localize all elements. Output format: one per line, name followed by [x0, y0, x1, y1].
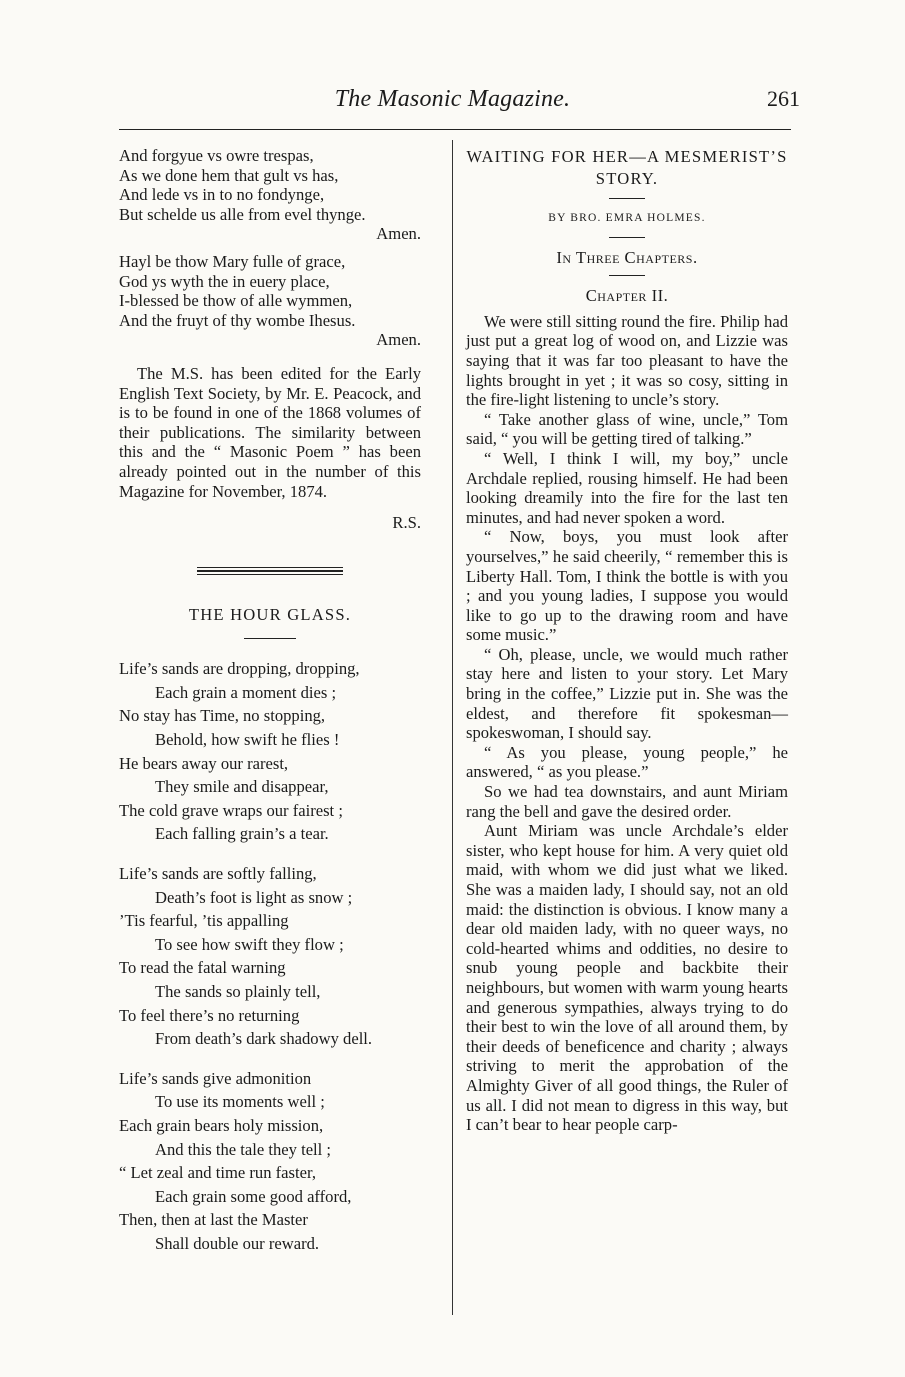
poem-line: To use its moments well ; — [155, 1092, 325, 1112]
poem-line: He bears away our rarest, — [119, 753, 289, 773]
poem-line: To see how swift they flow ; — [155, 934, 344, 954]
left-column — [119, 146, 421, 1256]
amen-line: Amen. — [376, 224, 421, 244]
verse-line: I-blessed be thow of alle wymmen, — [119, 291, 353, 311]
verse-line: And forgyue vs owre trespas, — [119, 146, 314, 165]
story-paragraph: We were still sitting round the fire. Philip had just put a great log of wood on, and Lizzie was saying that it was far too pleasant to have the lights brought in yet ; it was so cosy, sitting in the fire-light listening to uncle’s story. — [466, 311, 788, 410]
poem-title: THE HOUR GLASS. — [188, 604, 352, 624]
stanza — [119, 862, 421, 1051]
page-number: 261 — [767, 86, 800, 111]
verse-block-2 — [119, 252, 421, 350]
subtitle-rule — [609, 275, 645, 276]
poem-line: Life’s sands are dropping, dropping, — [119, 659, 360, 679]
poem-line: To feel there’s no returning — [119, 1005, 300, 1025]
poem-line: No stay has Time, no stopping, — [119, 706, 326, 726]
story-subtitle: In Three Chapters. — [556, 247, 698, 267]
verse-line: As we done hem that gult vs has, — [119, 165, 339, 185]
verse-line: And lede vs in to no fondynge, — [119, 185, 325, 205]
story-paragraph: “ Oh, please, uncle, we would much rather stay here and listen to your story. Let Mary bring in the coffee,” Lizzie put in. She was the eldest, and therefore fit spokesman—spokeswoman, I should say. — [466, 644, 788, 743]
column-divider — [452, 140, 453, 1315]
poem-line: ’Tis fearful, ’tis appalling — [119, 911, 289, 931]
ornamental-rule — [197, 567, 343, 575]
poem-line: Then, then at last the Master — [119, 1210, 308, 1230]
story-title: WAITING FOR HER—A MESMERIST’S STORY. — [466, 147, 788, 188]
chapter-heading: Chapter II. — [585, 286, 669, 306]
story-paragraph: Aunt Miriam was uncle Archdale’s elder sister, who kept house for him. A very quiet old maid, with whom we did just what we liked. She was a maiden lady, I should say, not an old maid: the distinction is obvious. I know many a dear old maiden lady, with no queer ways, no cold-hearted whims and oddities, no desire to snub young people and backbite their neighbours, but women with warm young hearts and generous sympathies, always trying to do their best to win the love of all around them, by their deeds of beneficence and charity ; always striving to merit the approbation of the Almighty Giver of all good things, the Ruler of us all. I did not mean to digress in this way, but I can’t bear to hear people carp- — [466, 821, 788, 1135]
poem-line: Each grain a moment dies ; — [155, 682, 337, 702]
story-paragraph: “ Now, boys, you must look after yourselves,” he said cheerily, “ remember this is Liberty Hall. Tom, I think the bottle is with you ; and you young ladies, I suppose you would like to go up to the drawing room and have some music.” — [466, 527, 788, 645]
poem-line: The sands so plainly tell, — [155, 982, 321, 1001]
poem-line: Each grain some good afford, — [155, 1186, 352, 1206]
header-rule — [119, 129, 791, 130]
poem-line: And this the tale they tell ; — [155, 1139, 332, 1159]
poem-body — [119, 657, 421, 1255]
right-column — [466, 146, 788, 1135]
poem-line: “ Let zeal and time run faster, — [119, 1163, 316, 1183]
poem-line: To read the fatal warning — [119, 958, 286, 978]
title-rule — [244, 638, 296, 639]
poem-line: Each grain bears holy mission, — [119, 1115, 324, 1135]
poem-line: The cold grave wraps our fairest ; — [119, 800, 343, 820]
verse-line: And the fruyt of thy wombe Ihesus. — [119, 310, 356, 330]
verse-line: God ys wyth the in euery place, — [119, 271, 330, 291]
author-rule — [609, 237, 645, 238]
story-paragraph: So we had tea downstairs, and aunt Miriam rang the bell and gave the desired order. — [466, 782, 788, 821]
amen-line: Amen. — [376, 330, 421, 350]
stanza — [119, 1067, 421, 1256]
verse-block-1 — [119, 146, 421, 244]
signature: R.S. — [392, 513, 421, 533]
story-paragraph: “ Take another glass of wine, uncle,” Tom said, “ you will be getting tired of talking.” — [466, 409, 788, 449]
title-rule — [609, 198, 645, 199]
poem-line: Life’s sands are softly falling, — [119, 864, 317, 884]
story-paragraph: “ As you please, young people,” he answered, “ as you please.” — [466, 742, 788, 782]
poem-line: From death’s dark shadowy dell. — [155, 1029, 373, 1049]
verse-line: Hayl be thow Mary fulle of grace, — [119, 251, 346, 271]
verse-line: But schelde us alle from evel thynge. — [119, 204, 366, 224]
stanza — [119, 657, 421, 846]
poem-line: Shall double our reward. — [155, 1233, 320, 1253]
poem-line: Life’s sands give admonition — [119, 1068, 312, 1088]
poem-line: Each falling grain’s a tear. — [155, 824, 329, 844]
poem-line: Death’s foot is light as snow ; — [155, 887, 353, 907]
story-author: BY BRO. EMRA HOLMES. — [548, 212, 706, 224]
story-paragraph: “ Well, I think I will, my boy,” uncle Archdale replied, rousing himself. He had been looking dreamily into the fire for the last ten minutes, and had never spoken a word. — [466, 448, 788, 527]
editorial-note: The M.S. has been edited for the Early English Text Society, by Mr. E. Peacock, and is to be found in one of the 1868 volumes of their publications. The similarity between this and the “ Masonic Poem ” has been already pointed out in the number of this Magazine for November, 1874. — [119, 363, 421, 501]
running-title: The Masonic Magazine. — [334, 86, 571, 112]
poem-line: Behold, how swift he flies ! — [155, 730, 340, 750]
poem-line: They smile and disappear, — [155, 777, 329, 797]
